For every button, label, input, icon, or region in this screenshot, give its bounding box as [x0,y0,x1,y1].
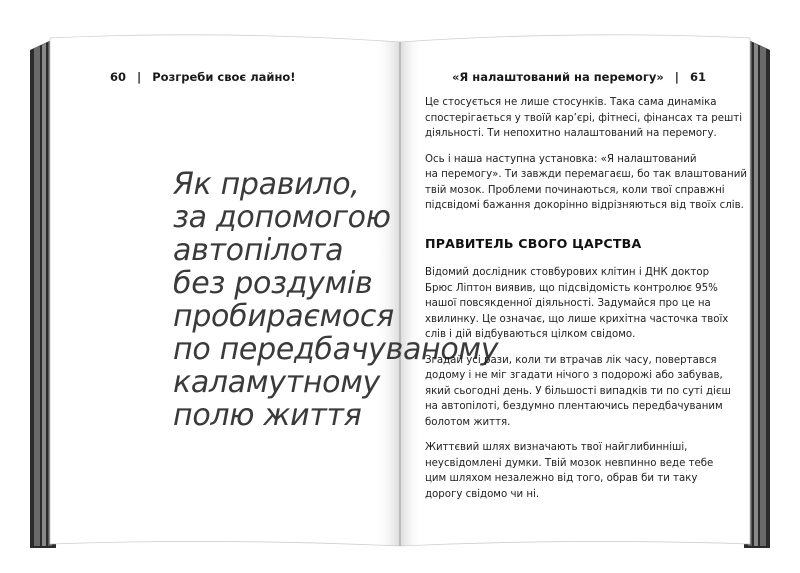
text-line: болотом життя. [425,416,511,428]
section-heading: ПРАВИТЕЛЬ СВОГО ЦАРСТВА [425,235,642,251]
text-line: неусвідомлені думки. Твій мозок невпинно веде тебе [425,457,714,469]
text-line: діяльності. Ти непохитно налаштований на перемогу. [425,128,717,139]
left-page-number: 60 [110,70,127,84]
text-line: дорогу свідомо чи ні. [425,488,540,500]
left-running-title: Розгреби своє лайно! [152,70,296,84]
quote-line: за допомогою [173,200,391,235]
quote-line: Як правило, [173,167,360,202]
paragraph [425,265,729,343]
text-line: який сьогодні день. У більшості випадків ти по суті дієш [425,385,731,397]
text-line: Брюс Ліптон виявив, що підсвідомість контролює 95% [425,282,718,294]
right-running-head [452,70,706,84]
quote-line: пробираємося [173,299,394,334]
text-line: Відомий дослідник стовбурових клітин і ДНК доктор [425,267,710,278]
quote-line: каламутному [173,365,380,400]
paragraph [425,440,715,502]
quote-line: полю життя [173,398,362,433]
paragraph [425,95,743,142]
left-head-separator: | [137,70,142,84]
body-text [425,95,747,512]
text-line: цим шляхом незалежно від того, обрав би ти таку [425,473,698,484]
text-line: твій мозок. Проблеми починаються, коли твої справжні [425,184,725,196]
left-running-head [110,70,296,84]
right-page-number: 61 [689,70,706,84]
text-line: Життєвий шлях визначають твої найглибинніші, [425,442,688,453]
quote-line: без роздумів [173,266,373,301]
paragraph [425,152,747,214]
right-running-title: «Я налаштований на перемогу» [451,70,664,84]
right-head-separator: | [674,70,679,84]
text-line: Ось і наша наступна установка: «Я налаштований [425,153,697,165]
text-line: нашої повсякденної діяльності. Задумайся про це на [425,298,711,309]
text-line: Згадай усі рази, коли ти втрачав лік часу, повертався [425,354,717,366]
paragraph [425,353,731,431]
text-line: на автопілоті, бездумно плентаючись передбачуваним [425,401,723,412]
text-line: підсвідомі бажання докорінно відрізняються від твоїх слів. [425,200,744,211]
right-page [400,40,752,540]
text-line: спостерігається у твоїй кар’єрі, фітнесі, фінансах та решті [425,112,743,124]
text-line: хвилинку. Це означає, що лише крихітна часточка твоїх [425,313,729,325]
text-line: на перемогу». Ти завжди перемагаєш, бо так влаштований [425,169,747,180]
text-line: Це стосується не лише стосунків. Така сама динаміка [425,97,717,108]
text-line: слів і дій відбуваються цілком свідомо. [425,329,636,340]
quote-line: автопілота [173,233,344,268]
text-line: додому і не міг згадати нічого з подорожі або забував, [425,370,723,381]
quote-line: по передбачуваному [173,332,499,367]
